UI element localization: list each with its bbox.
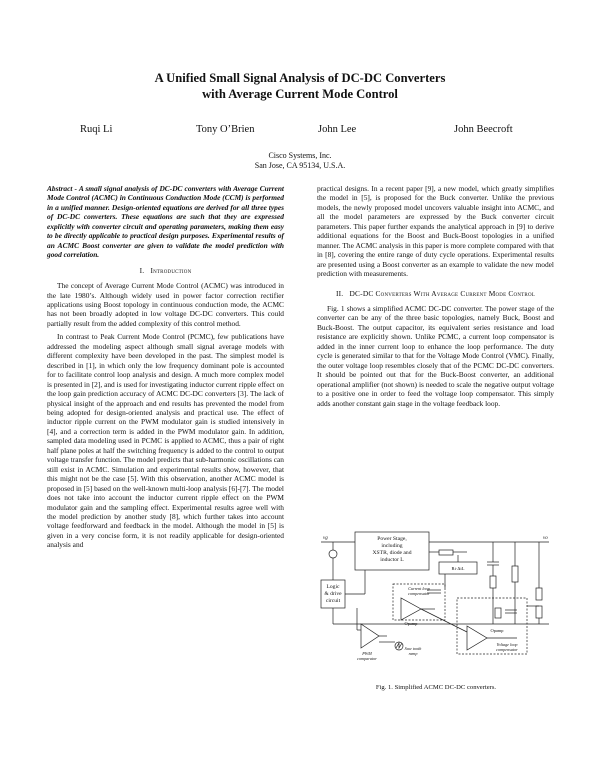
opamp-1-label: Opamp — [404, 621, 418, 626]
sawtooth-label-2: ramp — [408, 651, 418, 656]
sense-label: Ri·ΔiL — [451, 566, 465, 571]
right-paragraph-1: practical designs. In a recent paper [9], a new model, which greatly simplifies the model in [5], is proposed for the Buck converter. Unlike the previous models, the newly proposed model uncovers valuable insight into ACMC, and all the model parameters are expressed by the Buck converter circuit parameters. This paper further expands the analytical approach in [9] to derive additional equations for the Boost and Buck-Boost topologies in a unified manner. The ACMC analysis in this paper is more complete compared with that in [8], covering the entire range of duty cycle operations. Experimental results are presented using a Boost converter as an example to validate the new model prediction with measurements. — [317, 184, 554, 279]
section-1-number: I. — [139, 265, 145, 275]
abstract-body: A small signal analysis of DC-DC converters with Average Current Mode Control (ACMC) in Continuous Conduction Mode (CCM) is performed in a unified manner. Design-oriented equations are derived for all three types of DC-DC converters. These equations are such that they are expressed explicitly with converter circuit and operating parameters, making them easy to be directly applicable to practical design purposes. Experimental results of an ACMC Boost converter are given to validate the model prediction with good correlation. — [47, 184, 284, 260]
section-2-paragraph-1: Fig. 1 shows a simplified ACMC DC-DC converter. The power stage of the converter can be any of the three basic topologies, namely Buck, Boost and Buck-Boost. The output capacitor, its equivalent series resistance and load resistance are explicitly shown. Unlike PCMC, a current loop compensator is added in the inner current loop to enhance the loop performance. The duty cycle is generated similar to that for the Voltage Mode Control (VMC). Finally, the outer voltage loop resembles closely that of the PCMC DC-DC converters. It should be pointed out that for the Buck-Boost converter, an additional operational amplifier (not shown) is needed to scale the negative output voltage to a positive one in order to feed the voltage loop compensator. This simply adds another constant gain stage in the voltage feedback loop. — [317, 303, 554, 408]
title-line-2: with Average Current Mode Control — [202, 87, 398, 101]
section-2-number: II. — [335, 288, 344, 298]
pwm-label-2: comparator — [357, 656, 377, 661]
section-2-heading — [317, 289, 554, 298]
author-2: Tony O’Brien — [196, 124, 255, 135]
current-comp-label-1: Current loop — [408, 586, 430, 591]
voltage-comp-label-2: compensator — [496, 647, 518, 652]
pwm-label-1: PWM — [362, 651, 372, 656]
intro-paragraph-1: The concept of Average Current Mode Control (ACMC) was introduced in the late 1980’s. Although widely used in power factor correction rectifier applications using Boost topology in continuous conduction mode, the ACMC has not been broadly adopted in low voltage DC-DC converters. This could partially result from the added complexity of this control method. — [47, 281, 284, 328]
title-line-1: A Unified Small Signal Analysis of DC-DC Converters — [154, 71, 446, 85]
affiliation-line-2: San Jose, CA 95134, U.S.A. — [254, 161, 346, 170]
vin-label: vg — [323, 536, 328, 541]
voltage-comp-label-1: Voltage loop — [496, 642, 518, 647]
vo-label: vo — [543, 536, 548, 541]
logic-label-2: & drive — [324, 591, 342, 597]
affiliation — [0, 151, 600, 171]
abstract-heading: Abstract - — [47, 184, 78, 193]
section-1-heading — [47, 266, 284, 275]
section-1-title: Introduction — [150, 265, 192, 275]
figure-1-caption: Fig. 1. Simplified ACMC DC-DC converters. — [375, 684, 497, 691]
figure-1 — [317, 528, 555, 678]
opamp-2-label: Opamp — [490, 628, 504, 633]
right-column — [317, 184, 554, 408]
logic-label-3: circuit — [325, 598, 341, 604]
power-stage-label-1: Power Stage, — [377, 536, 407, 542]
left-column — [47, 184, 284, 550]
intro-paragraph-2: In contrast to Peak Current Mode Control (PCMC), few publications have addressed the modeling aspect although small signal average models with different complexity have been developed in the past. The simplest model is described in [1], in which only the low frequency dominant pole is accounted for to facilitate control loop analysis and design. A much more complex model is presented in [2], and is used for investigating inductor current ripple effect on the loop gain prediction accuracy of ACMC DC-DC converters [3]. The lack of physical insight of the approach and end results has prevented the model from being adopted for design-oriented analysis and practical use. The effect of inductor ripple current on the PWM modulator gain is studied intensively in [4], and a correction term is added in the PWM modulator gain. In addition, sampled data modeling used in PCMC is applied to ACMC, thus a pair of right half plane poles at half the switching frequency is added to the control to output voltage transfer function. The model predicts that sub-harmonic oscillations can still exist in ACMC. Simulation and experimental results show, however, that this might not be the case [5]. With this observation, another ACMC model is proposed in [5] based on the well-known multi-loop analysis [6]-[7]. The model does not take into account the inductor current ripple effect on the PWM modulator gain and the sampling effect. Experimental results agree well with the model prediction by another study [8], which further takes into account voltage feedforward and feedback in the model. Although the model in [5] is given in a very concise form, it is not readily applicable for design-oriented analysis and — [47, 332, 284, 550]
logic-label-1: Logic — [326, 584, 340, 590]
current-comp-label-2: compensator — [408, 591, 430, 596]
author-4: John Beecroft — [454, 124, 513, 135]
power-stage-label-3: XSTR, diode and — [372, 550, 412, 556]
affiliation-line-1: Cisco Systems, Inc. — [268, 151, 332, 160]
sawtooth-label-1: Saw tooth — [404, 646, 422, 651]
paper-title — [0, 70, 600, 102]
author-1: Ruqi Li — [80, 124, 113, 135]
circuit-diagram — [317, 528, 555, 678]
power-stage-label-2: including — [381, 543, 403, 549]
power-stage-label-4: inductor L — [380, 557, 404, 563]
author-3: John Lee — [318, 124, 357, 135]
section-2-title: DC-DC Converters With Average Current Mode Control — [349, 288, 536, 298]
abstract — [47, 184, 284, 260]
author-list — [0, 124, 600, 140]
